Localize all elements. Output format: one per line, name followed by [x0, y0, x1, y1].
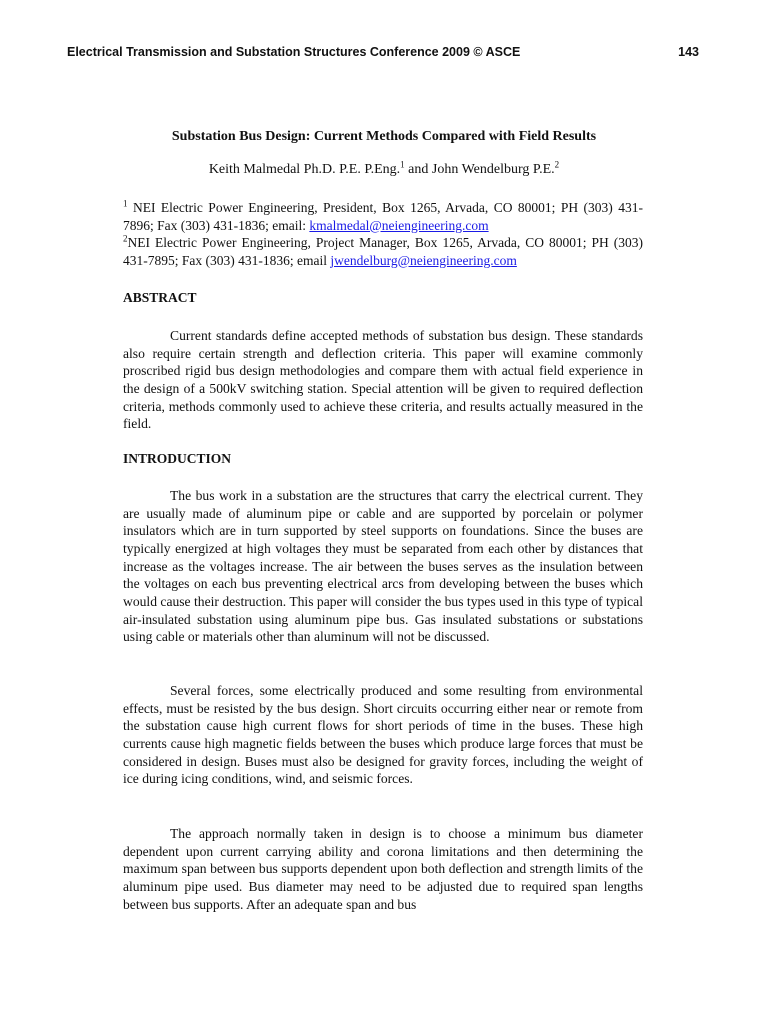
introduction-heading: INTRODUCTION [123, 451, 232, 466]
affiliation-1 [123, 199, 643, 234]
conference-header: Electrical Transmission and Substation Structures Conference 2009 © ASCE [67, 45, 521, 59]
author-2: and John Wendelburg P.E. [404, 162, 555, 177]
introduction-paragraph-3: The approach normally taken in design is to choose a minimum bus diameter dependent upon current carrying ability and corona limitations and then determining the maximum span between bus supports dependent upon both deflection and strength limits of the aluminum pipe used. Bus diameter may need to be adjusted due to required span lengths between bus supports. After an adequate span and bus [123, 826, 643, 912]
affiliation-1-text: NEI Electric Power Engineering, President, Box 1265, Arvada, CO 80001; PH (303) 431-7896; Fax (303) 431-1836; email: [123, 200, 643, 233]
author-1-superscript: 1 [400, 159, 405, 170]
page-number: 143 [678, 45, 699, 59]
affiliations [123, 199, 643, 269]
introduction-paragraph-1: The bus work in a substation are the structures that carry the electrical current. They are usually made of aluminum pipe or cable and are supported by porcelain or polymer insulators which are in turn supported by steel supports on foundations. Since the buses are typically energized at high voltages they must be separated from each other by distances that increase as the voltages increase. The air between the buses serves as the insulation between the voltages on each bus preventing electrical arcs from developing between the buses which would cause their destruction. This paper will consider the bus types used in this type of typical air-insulated substation using aluminum pipe bus. Gas insulated substations or substations using cable or materials other than aluminum will not be discussed. [123, 488, 643, 645]
author-1: Keith Malmedal Ph.D. P.E. P.Eng. [208, 162, 401, 177]
affiliation-2-text: NEI Electric Power Engineering, Project Manager, Box 1265, Arvada, CO 80001; PH (303) 431-7895; Fax (303) 431-1836; email [123, 235, 643, 268]
author-2-superscript: 2 [554, 159, 560, 170]
affiliation-2-superscript: 2 [123, 233, 128, 244]
introduction-paragraph-2: Several forces, some electrically produced and some resulting from environmental effects, must be resisted by the bus design. Short circuits occurring either near or remote from the substation cause high current flows for short periods of time in the buses. These high currents cause high magnetic fields between the buses which produce large forces that must be considered in design. Buses must also be designed for gravity forces, including the weight of ice during icing conditions, wind, and seismic forces. [123, 683, 643, 787]
paper-title: Substation Bus Design: Current Methods Compared with Field Results [171, 129, 597, 144]
affiliation-1-superscript: 1 [123, 198, 128, 209]
email-link-malmedal[interactable]: kmalmedal@neiengineering.com [309, 217, 489, 233]
email-link-wendelburg[interactable]: jwendelburg@neiengineering.com [330, 252, 517, 268]
affiliation-2 [123, 234, 643, 269]
abstract-paragraph: Current standards define accepted methods of substation bus design. These standards also require certain strength and deflection criteria. This paper will examine commonly proscribed rigid bus design methodologies and compare them with actual field experience in the design of a 500kV switching station. Special attention will be given to required deflection criteria, methods commonly used to achieve these criteria, and results actually measured in the field. [123, 328, 643, 432]
abstract-heading: ABSTRACT [123, 290, 197, 305]
author-line [0, 159, 768, 178]
